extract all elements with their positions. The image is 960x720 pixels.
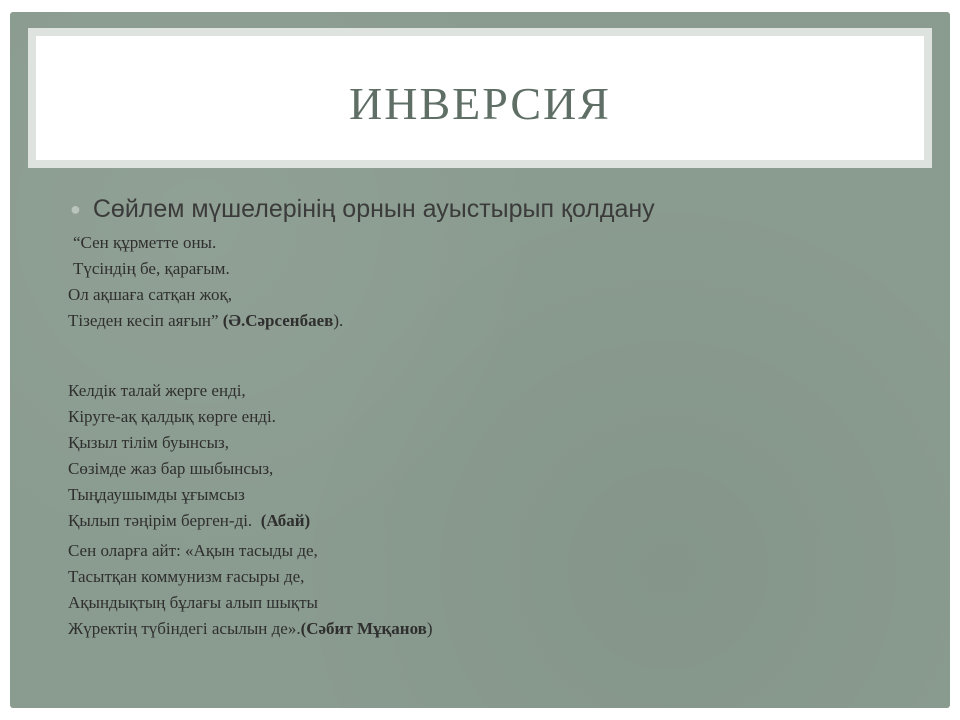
bullet-dot-icon: ● — [70, 199, 81, 219]
poem-1-line-1: “Сен құрметте оны. — [73, 233, 217, 252]
poem-3 — [68, 538, 433, 642]
poem-1-line-2: Түсіндің бе, қарағым. — [73, 259, 230, 278]
poem-1-author-tail: ). — [333, 311, 344, 330]
poem-2 — [68, 378, 310, 534]
poem-3-line-3: Ақындықтың бұлағы алып шықты — [68, 593, 318, 612]
poem-1-author: (Ә.Сәрсенбаев — [222, 311, 334, 330]
poem-1-line-4 — [68, 308, 343, 334]
poem-3-line-2: Тасытқан коммунизм ғасыры де, — [68, 567, 305, 586]
bullet-text: Сөйлем мүшелерінің орнын ауыстырып қолдану — [92, 195, 655, 223]
title-frame — [28, 28, 932, 168]
poem-3-author: (Сәбит Мұқанов — [300, 619, 427, 638]
poem-3-line-1: Сен оларға айт: «Ақын тасыды де, — [68, 541, 318, 560]
slide — [10, 12, 950, 708]
poem-2-line-3: Қызыл тілім буынсыз, — [68, 433, 229, 452]
slide-title: ИНВЕРСИЯ — [349, 77, 611, 129]
poem-2-line-2: Кіруге-ақ қалдық көрге енді. — [68, 407, 276, 426]
title-box — [36, 36, 924, 160]
poem-1 — [68, 230, 343, 334]
poem-2-author: (Абай) — [260, 511, 311, 530]
poem-1-line-3: Ол ақшаға сатқан жоқ, — [68, 285, 232, 304]
poem-3-line-4-text: Жүректің түбіндегі асылын де». — [68, 619, 301, 638]
poem-2-line-6 — [68, 508, 310, 534]
poem-1-line-4-text: Тізеден кесіп аяғын” — [68, 311, 219, 330]
poem-2-line-4: Сөзімде жаз бар шыбынсыз, — [68, 459, 274, 478]
poem-2-line-1: Келдік талай жерге енді, — [68, 381, 246, 400]
poem-3-author-tail: ) — [426, 619, 433, 638]
poem-3-line-4 — [68, 616, 433, 642]
poem-2-line-6-text: Қылып тәңірім берген-ді. — [68, 511, 253, 530]
poem-2-line-5: Тыңдаушымды ұғымсыз — [68, 485, 245, 504]
bullet-point — [70, 195, 655, 224]
